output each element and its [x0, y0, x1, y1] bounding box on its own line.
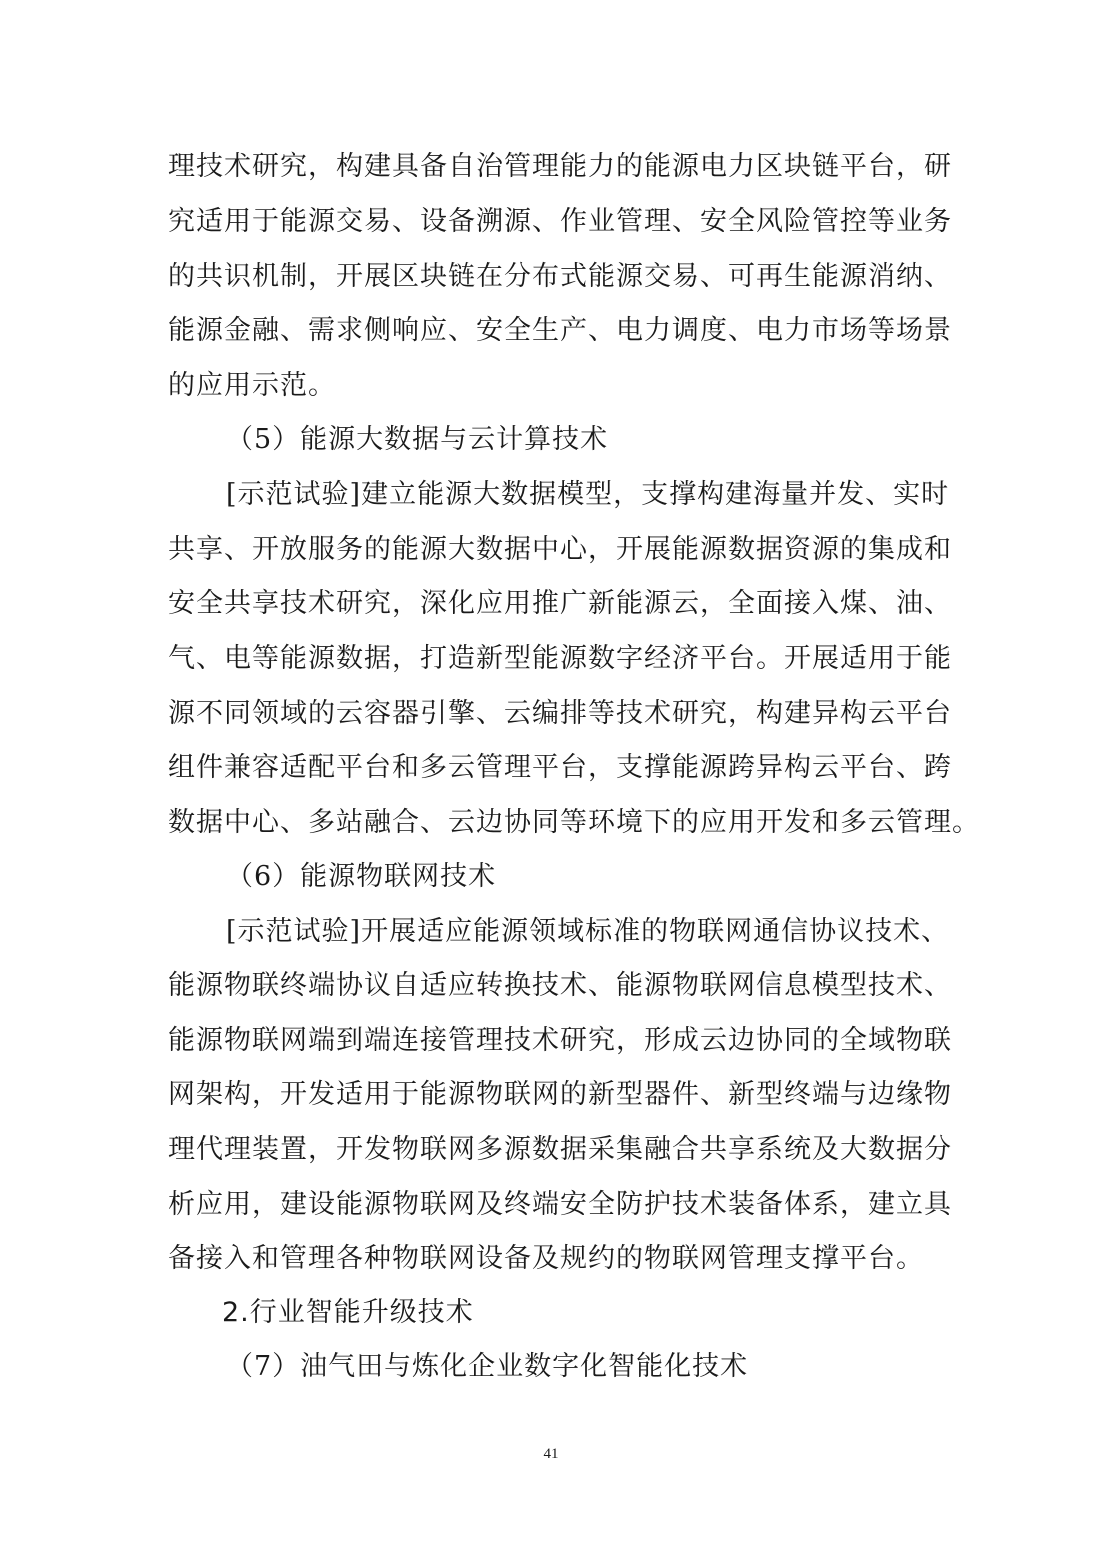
page-number: 41 [543, 1446, 559, 1462]
paragraph-line: 源不同领域的云容器引擎、云编排等技术研究，构建异构云平台 [168, 698, 952, 729]
paragraph-line: 共享、开放服务的能源大数据中心，开展能源数据资源的集成和 [168, 534, 952, 565]
section-heading: （6）能源物联网技术 [226, 861, 497, 892]
paragraph-line: [示范试验]开展适应能源领域标准的物联网通信协议技术、 [226, 916, 950, 947]
paragraph-line: 组件兼容适配平台和多云管理平台，支撑能源跨异构云平台、跨 [168, 752, 952, 783]
chapter-heading: 2.行业智能升级技术 [222, 1297, 474, 1328]
paragraph-line: [示范试验]建立能源大数据模型，支撑构建海量并发、实时 [226, 479, 950, 510]
paragraph-line: 能源金融、需求侧响应、安全生产、电力调度、电力市场等场景 [168, 315, 952, 346]
paragraph-line: 气、电等能源数据，打造新型能源数字经济平台。开展适用于能 [168, 643, 952, 674]
section-heading: （5）能源大数据与云计算技术 [226, 424, 609, 455]
paragraph-line: 理代理装置，开发物联网多源数据采集融合共享系统及大数据分 [168, 1134, 952, 1165]
paragraph-line: 数据中心、多站融合、云边协同等环境下的应用开发和多云管理。 [168, 807, 980, 838]
paragraph-line: 的共识机制，开展区块链在分布式能源交易、可再生能源消纳、 [168, 261, 952, 292]
paragraph-line: 安全共享技术研究，深化应用推广新能源云，全面接入煤、油、 [168, 588, 952, 619]
paragraph-line: 网架构，开发适用于能源物联网的新型器件、新型终端与边缘物 [168, 1079, 952, 1110]
section-heading: （7）油气田与炼化企业数字化智能化技术 [226, 1351, 749, 1382]
paragraph-line: 备接入和管理各种物联网设备及规约的物联网管理支撑平台。 [168, 1243, 924, 1274]
paragraph-line: 能源物联网端到端连接管理技术研究，形成云边协同的全域物联 [168, 1025, 952, 1056]
paragraph-line: 理技术研究，构建具备自治管理能力的能源电力区块链平台，研 [168, 151, 952, 182]
paragraph-line: 的应用示范。 [168, 370, 336, 401]
paragraph-line: 能源物联终端协议自适应转换技术、能源物联网信息模型技术、 [168, 970, 952, 1001]
paragraph-line: 究适用于能源交易、设备溯源、作业管理、安全风险管控等业务 [168, 206, 952, 237]
paragraph-line: 析应用，建设能源物联网及终端安全防护技术装备体系，建立具 [168, 1189, 952, 1220]
